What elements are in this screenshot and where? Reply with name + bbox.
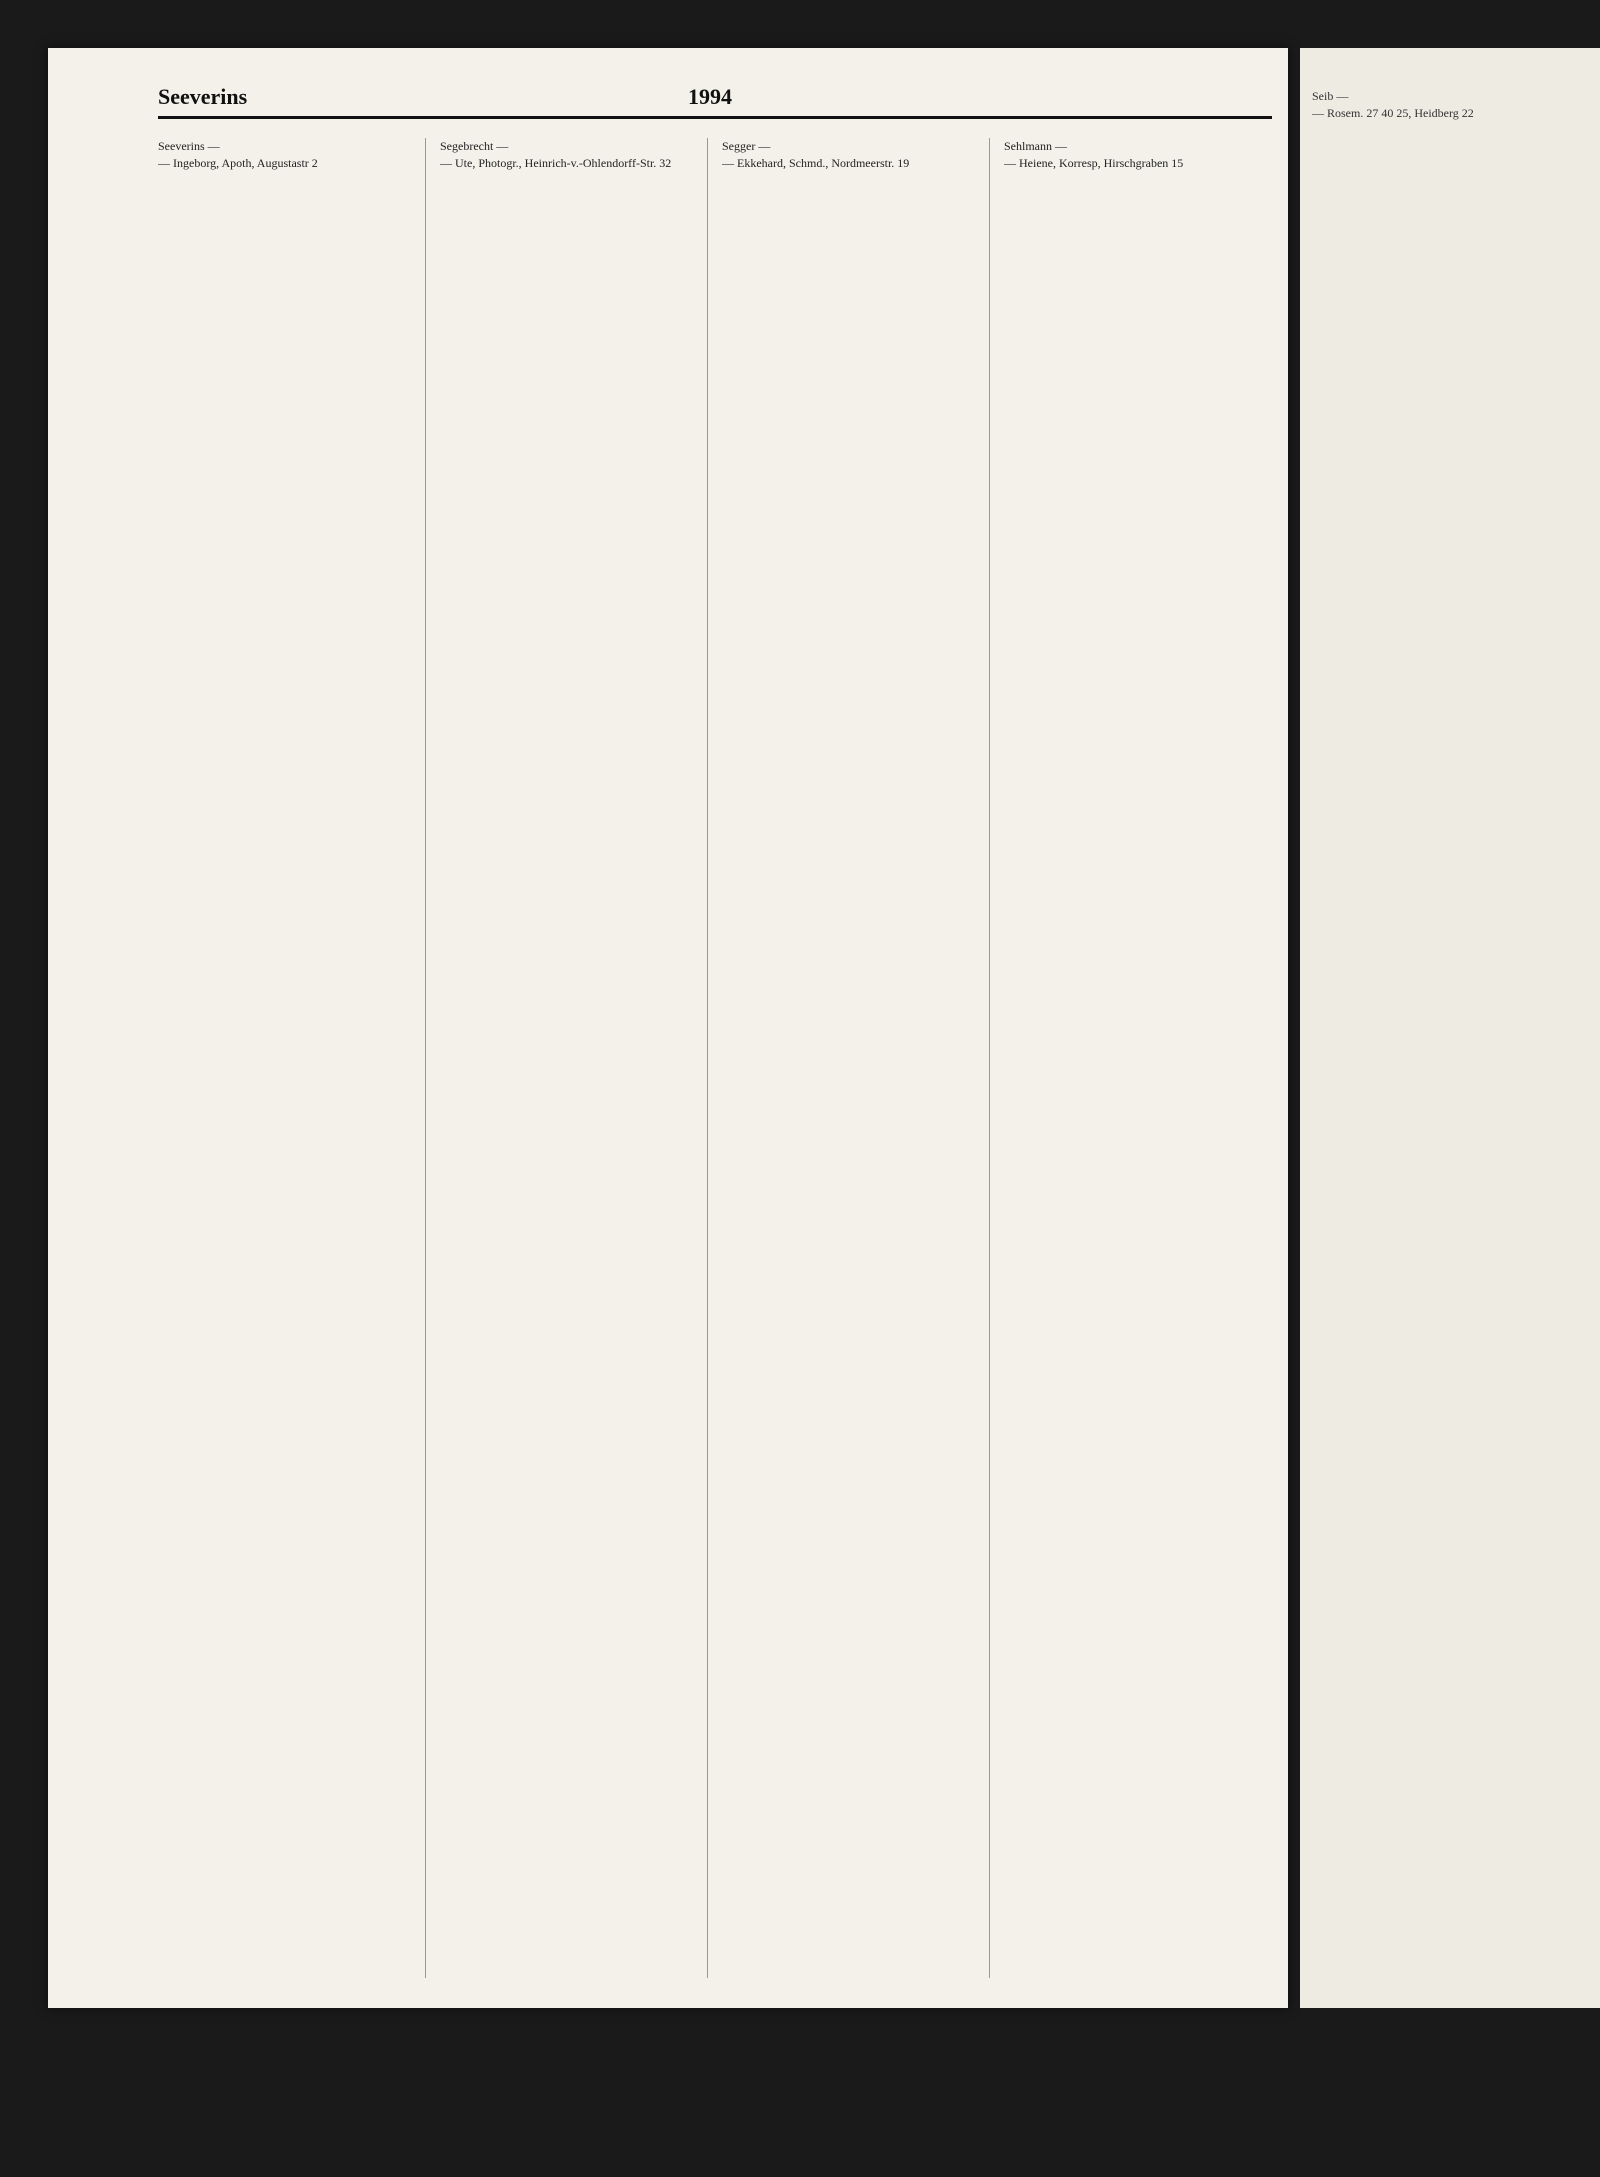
directory-column-1 xyxy=(158,138,426,1978)
last-entry: — Heiene, Korresp, Hirschgraben 15 xyxy=(1004,155,1184,170)
directory-column-2 xyxy=(440,138,708,1978)
first-entry: Segger — xyxy=(722,139,771,153)
facing-page-edge xyxy=(1300,48,1600,2008)
page-number: 1994 xyxy=(688,84,732,109)
directory-column-3 xyxy=(722,138,990,1978)
first-entry: Seib — xyxy=(1312,89,1349,103)
running-head: Seeverins xyxy=(158,84,248,109)
first-entry: Segebrecht — xyxy=(440,139,509,153)
last-entry: — Rosem. 27 40 25, Heidberg 22 xyxy=(1312,105,1474,120)
last-entry: — Ingeborg, Apoth, Augustastr 2 xyxy=(158,155,318,170)
page-header xyxy=(158,70,1272,119)
first-entry: Sehlmann — xyxy=(1004,139,1067,153)
directory-page xyxy=(48,48,1288,2008)
directory-columns xyxy=(158,138,1272,1978)
last-entry: — Ute, Photogr., Heinrich-v.-Ohlendorff-Str. 32 xyxy=(440,155,672,170)
directory-column-4 xyxy=(1004,138,1272,1978)
first-entry: Seeverins — xyxy=(158,139,220,153)
last-entry: — Ekkehard, Schmd., Nordmeerstr. 19 xyxy=(722,155,910,170)
